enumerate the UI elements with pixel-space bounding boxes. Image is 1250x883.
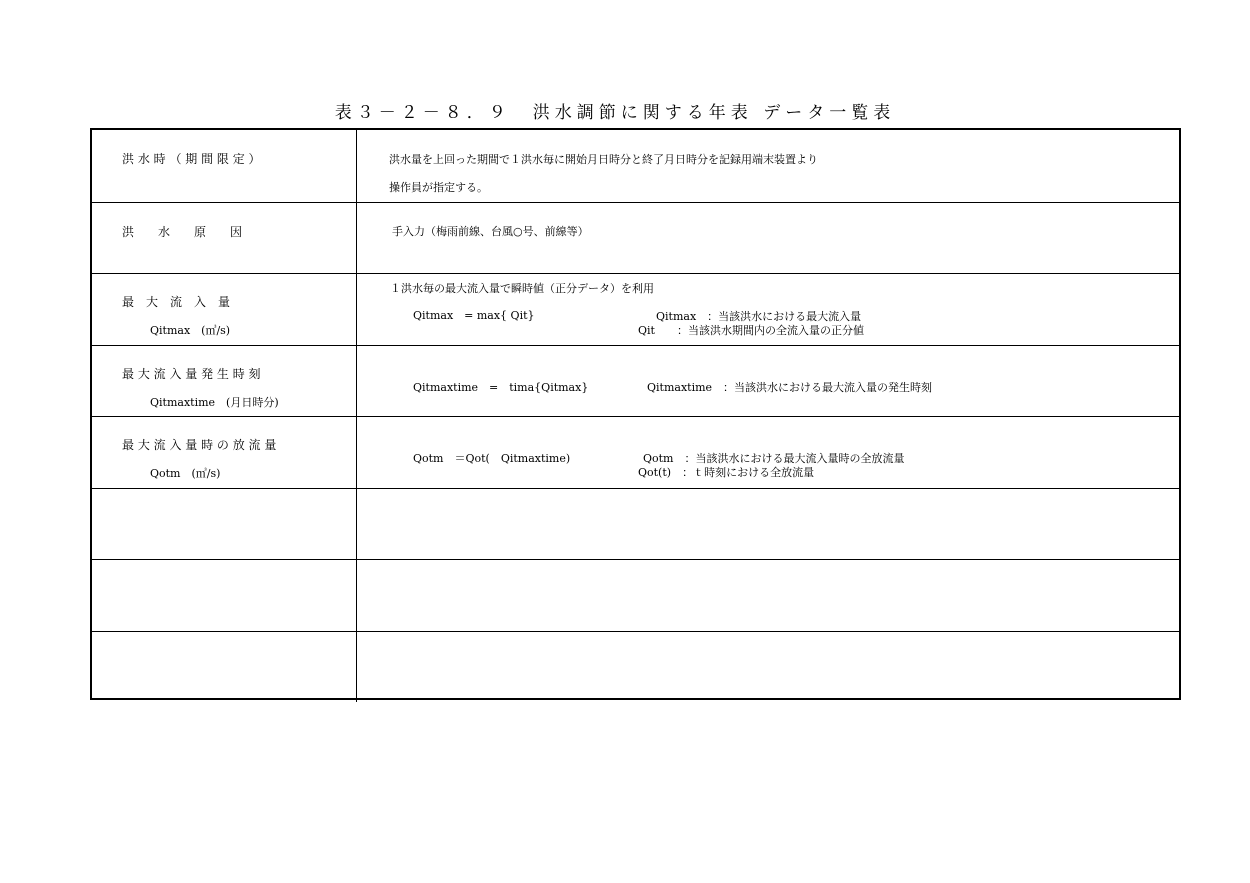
- page-title: 表３－２－８．９ 洪水調節に関する年表 データ一覧表: [334, 103, 896, 123]
- row-label: 最 大 流 入 量: [122, 295, 231, 309]
- table-row-flood-period: [92, 130, 1179, 202]
- definition-line: Qot(t) ：ｔ時刻における全放流量: [638, 466, 815, 479]
- row-description-cell: [357, 346, 1179, 417]
- data-table: [90, 128, 1181, 700]
- row-label: 洪 水 時 （ 期 間 限 定 ）: [122, 152, 261, 166]
- description-line: 手入力（梅雨前線、台風○号、前線等）: [392, 224, 589, 238]
- row-label: 最 大 流 入 量 時 の 放 流 量: [122, 438, 277, 452]
- row-sublabel: Qitmax (㎥/s): [150, 324, 231, 337]
- row-description-cell: [357, 489, 1179, 560]
- description-line: 洪水量を上回った期間で１洪水毎に開始月日時分と終了月日時分を記録用端末装置より: [389, 153, 818, 166]
- row-label: 最 大 流 入 量 発 生 時 刻: [122, 366, 261, 381]
- row-sublabel: Qitmaxtime (月日時分): [150, 395, 279, 409]
- row-label-cell: [92, 417, 357, 488]
- row-description-cell: [357, 632, 1179, 703]
- table-row-max-inflow-time: [92, 345, 1179, 417]
- row-label-cell: [92, 346, 357, 417]
- definition-line: Qitmaxtime ：当該洪水における最大流入量の発生時刻: [647, 380, 933, 394]
- row-description-cell: [357, 274, 1179, 345]
- definition-line: Qit ：当該洪水期間内の全流入量の正分値: [638, 324, 864, 337]
- row-label: 洪 水 原 因: [122, 224, 243, 239]
- formula-line: Qitmaxtime = tima{Qitmax}: [413, 380, 589, 394]
- row-label-cell: [92, 560, 357, 631]
- definition-line: Qitmax ：当該洪水における最大流入量: [656, 310, 862, 323]
- description-line: １洪水毎の最大流入量で瞬時値（正分データ）を利用: [390, 282, 654, 295]
- row-description-cell: [357, 417, 1179, 488]
- table-row-flood-cause: [92, 202, 1179, 274]
- row-label-cell: [92, 203, 357, 274]
- row-sublabel: Qotm (㎥/s): [150, 467, 221, 480]
- row-description-cell: [357, 203, 1179, 274]
- row-label-cell: [92, 274, 357, 345]
- row-label-cell: [92, 632, 357, 703]
- row-description-cell: [357, 130, 1179, 202]
- table-row-max-inflow: [92, 273, 1179, 345]
- definition-line: Qotm ：当該洪水における最大流入量時の全放流量: [643, 452, 905, 465]
- row-label-cell: [92, 130, 357, 202]
- table-row-outflow-at-max-inflow: [92, 416, 1179, 488]
- table-row-empty: [92, 488, 1179, 560]
- description-line: 操作員が指定する。: [389, 181, 488, 194]
- table-row-empty: [92, 559, 1179, 631]
- row-label-cell: [92, 489, 357, 560]
- formula-line: Qitmax = max{ Qit}: [413, 309, 535, 322]
- row-description-cell: [357, 560, 1179, 631]
- formula-line: Qotm ＝Qot( Qitmaxtime): [413, 452, 571, 465]
- table-row-empty: [92, 631, 1179, 703]
